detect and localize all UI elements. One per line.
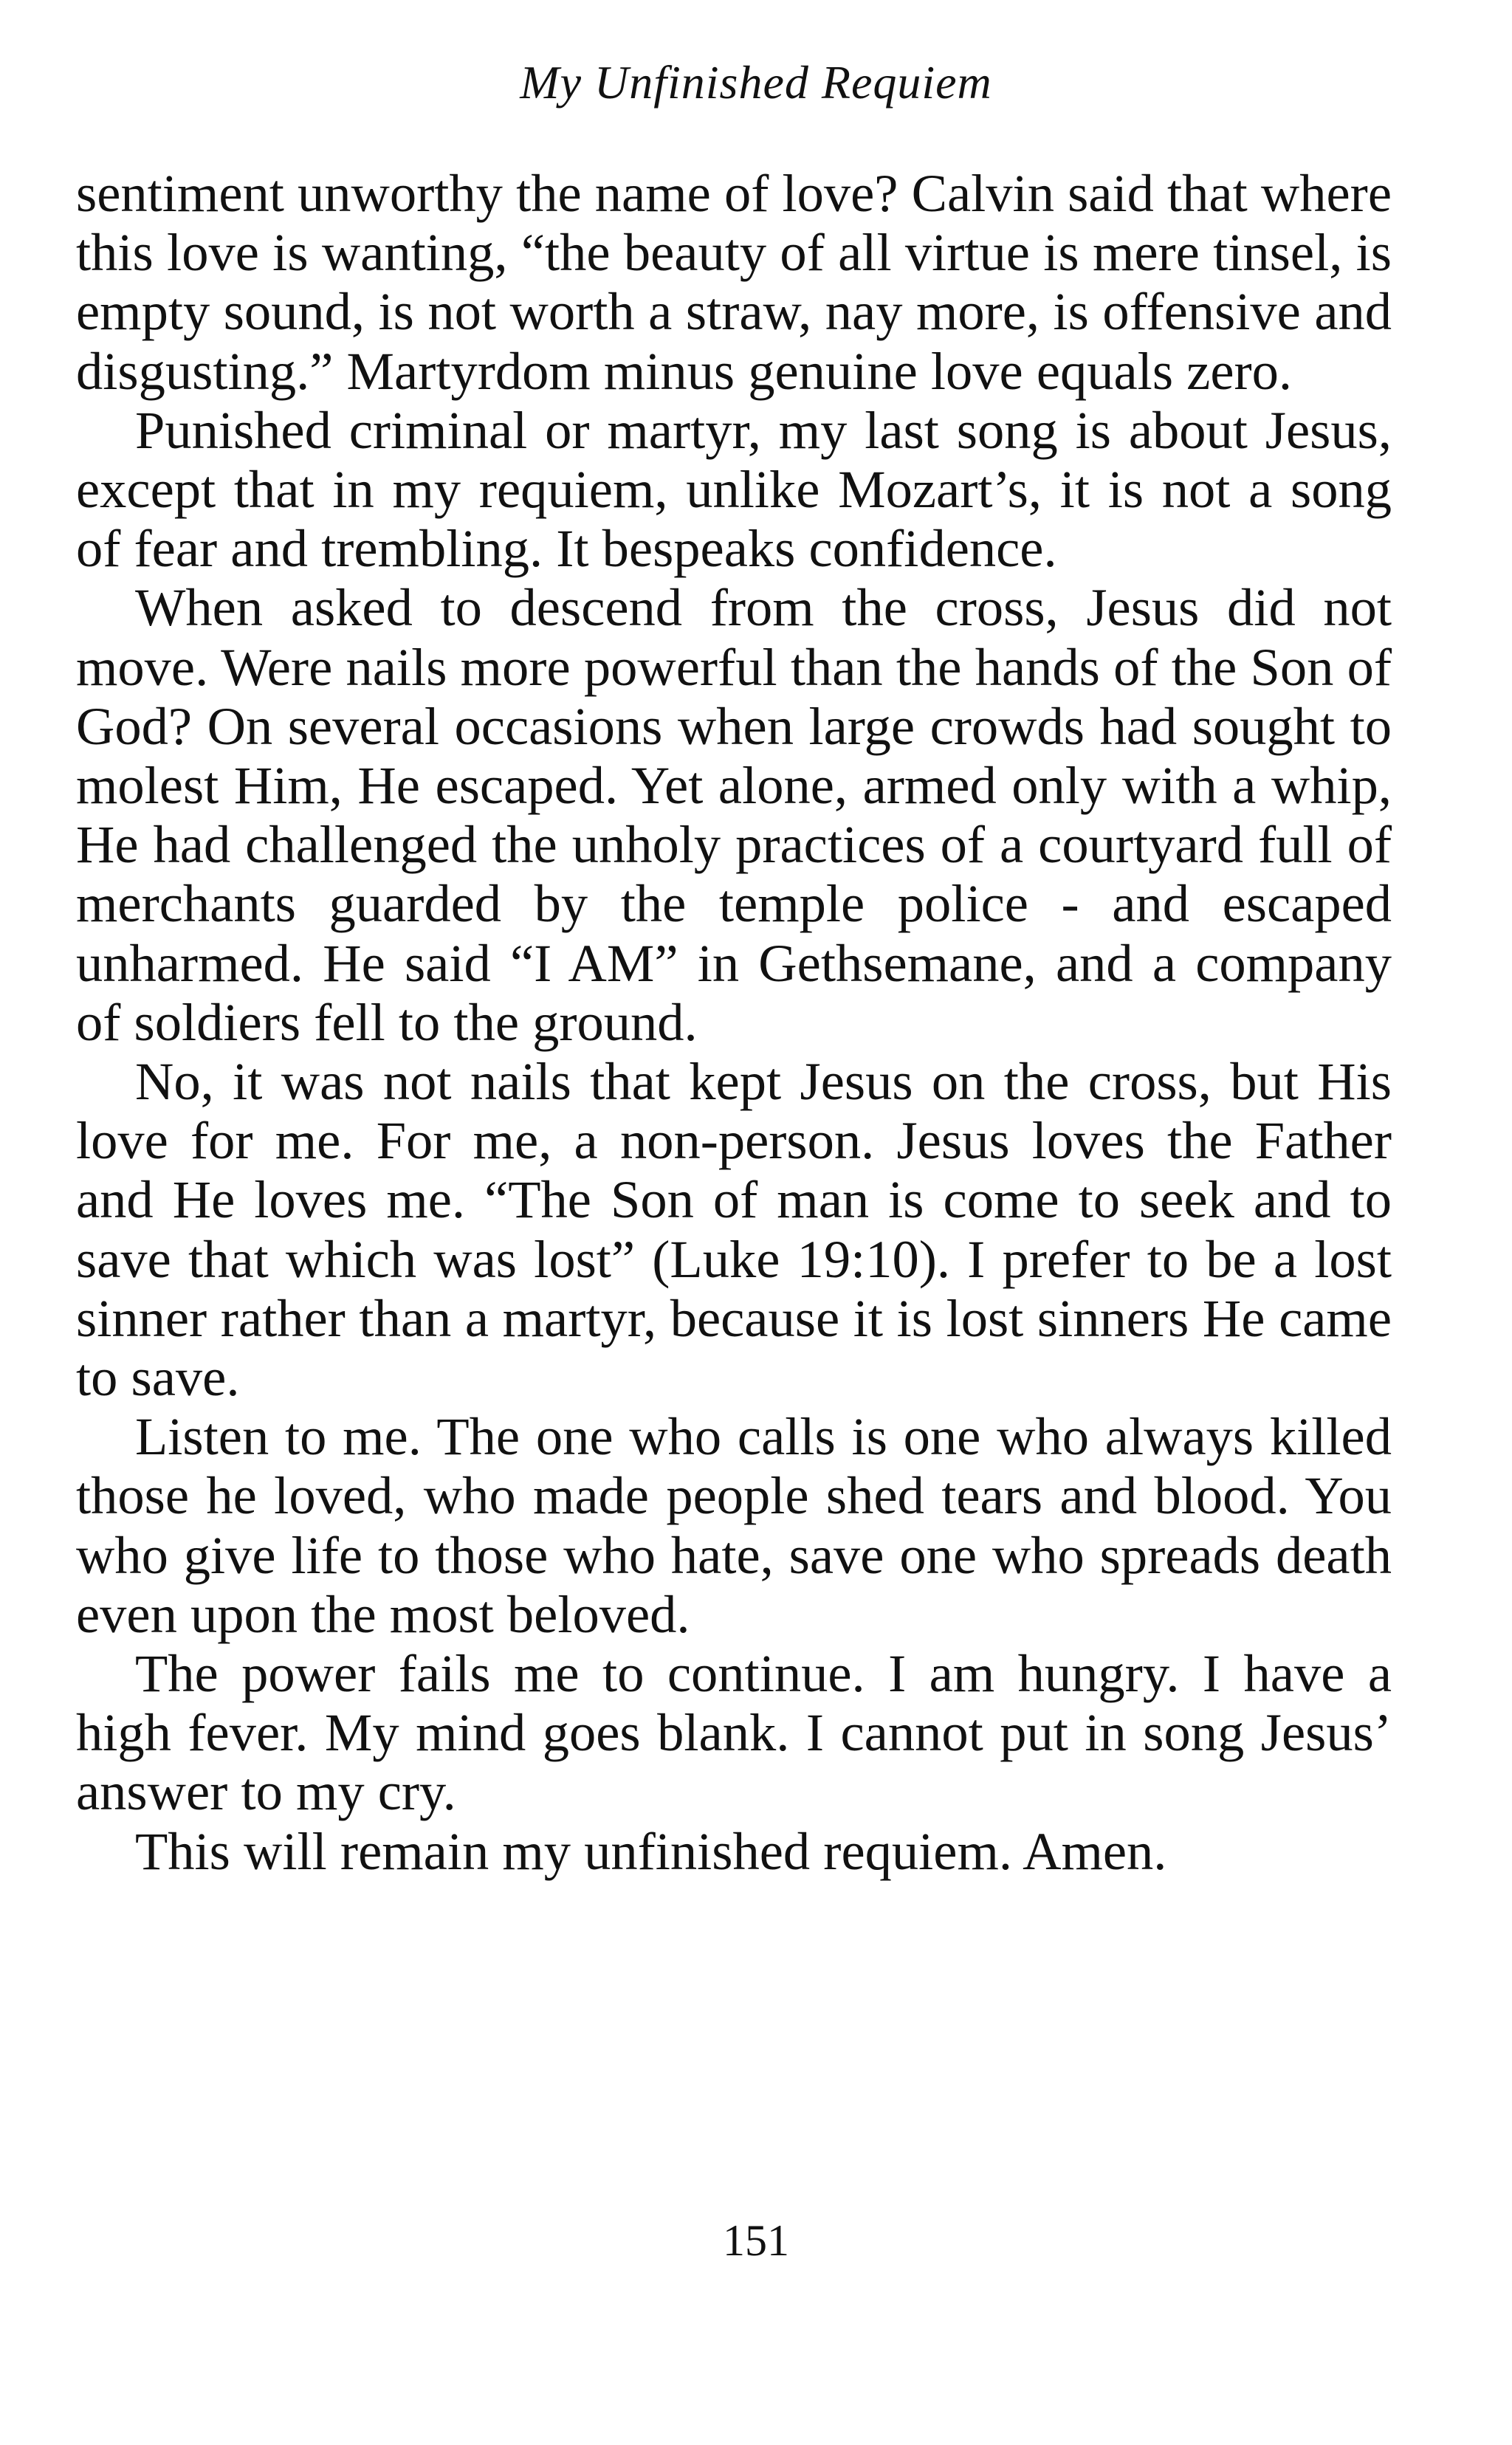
page-number: 151 [723, 2216, 789, 2265]
paragraph-7: This will remain my unfinished requiem. Amen. [135, 1820, 1167, 1881]
paragraph-6: The power fails me to continue. I am hungry. I have a high fever. My mind goes blank. I cannot put in song Jesus’ answer to my cry. [76, 1643, 1392, 1822]
paragraph-3: When asked to descend from the cross, Jesus did not move. Were nails more powerful than the hands of the Son of God? On several occasions when large crowds had sought to molest Him, He escaped. Yet alone, armed only with a whip, He had challenged the unholy practices of a courtyard full of merchants guarded by the temple police - and escaped unharmed. He said “I AM” in Gethsemane, and a company of soldiers fell to the ground. [76, 577, 1392, 1052]
body-text [76, 164, 1392, 1881]
paragraph-2: Punished criminal or martyr, my last song is about Jesus, except that in my requiem, unlike Mozart’s, it is not a song of fear and trembling. It bespeaks confidence. [76, 399, 1392, 579]
paragraph-1: sentiment unworthy the name of love? Calvin said that where this love is wanting, “the beauty of all virtue is mere tinsel, is empty sound, is not worth a straw, nay more, is offensive and disgusting.” Martyrdom minus genuine love equals zero. [76, 163, 1392, 401]
running-title: My Unfinished Requiem [520, 56, 992, 109]
paragraph-4: No, it was not nails that kept Jesus on the cross, but His love for me. For me, a non-person. Jesus loves the Father and He loves me. “The Son of man is come to seek and to save that which was lost” (Luke 19:10). I prefer to be a lost sinner rather than a martyr, because it is lost sinners He came to save. [76, 1051, 1392, 1408]
paragraph-5: Listen to me. The one who calls is one who always killed those he loved, who made people shed tears and blood. You who give life to those who hate, save one who spreads death even upon the most beloved. [76, 1406, 1392, 1644]
